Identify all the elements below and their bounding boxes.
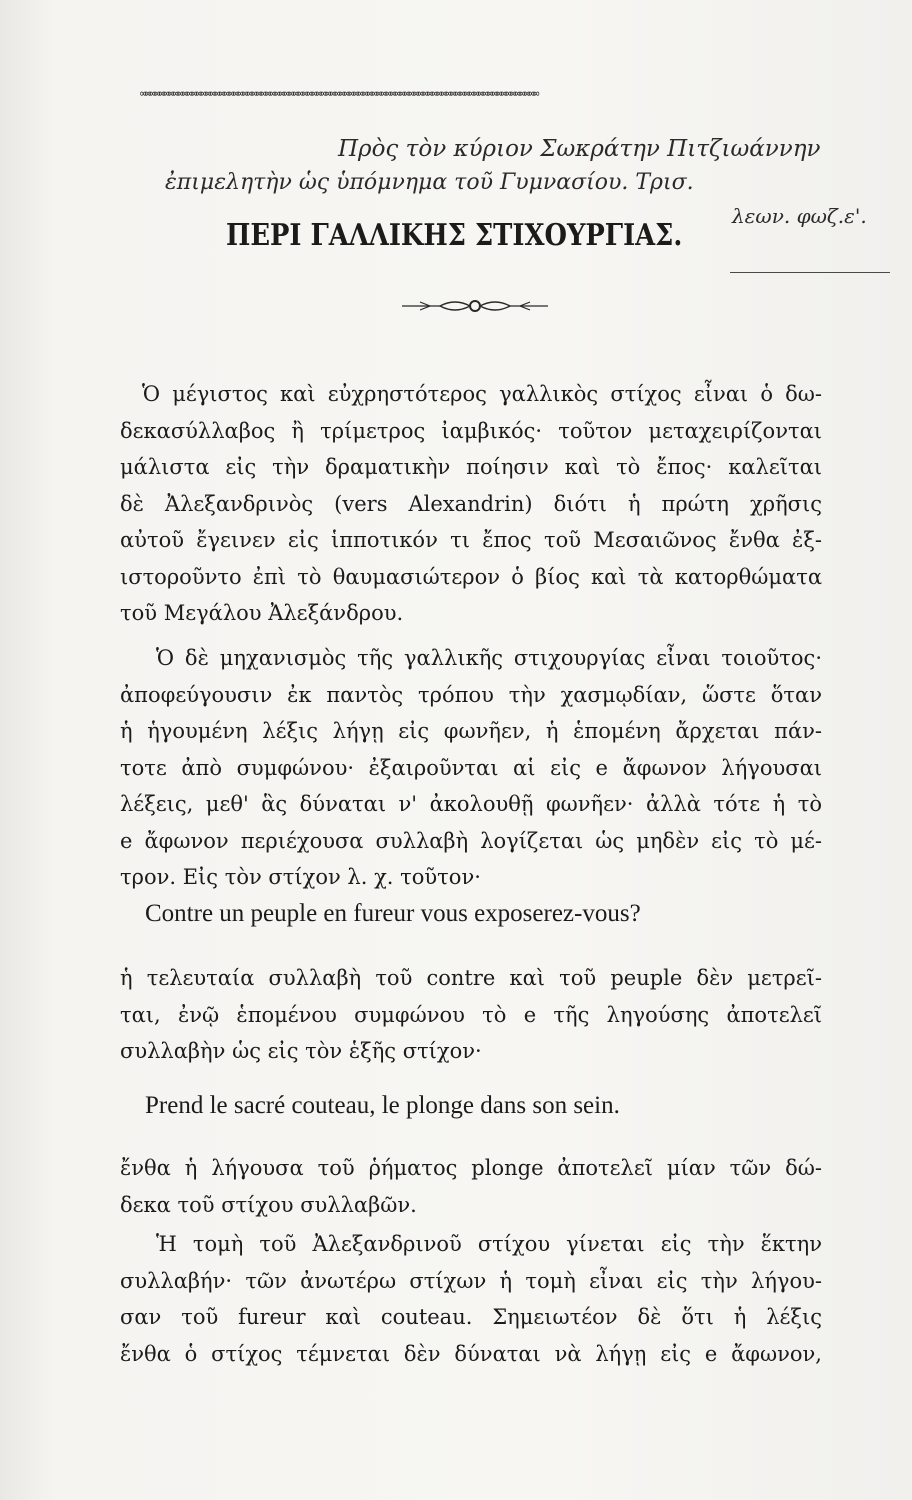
paragraph-1 — [120, 376, 822, 632]
french-verse-1: Contre un peuple en fureur vous exposerez-vous? — [145, 900, 641, 927]
ornamental-top-rule: ∞∞∞∞∞∞∞∞∞∞∞∞∞∞∞∞∞∞∞∞∞∞∞∞∞∞∞∞∞∞∞∞∞∞∞∞∞∞∞∞∞∞∞∞∞∞∞∞∞∞∞∞∞∞∞∞∞∞∞∞∞∞∞∞∞∞∞∞∞∞∞∞∞∞∞∞∞∞∞∞∞∞∞∞∞∞ — [140, 88, 538, 100]
paragraph-5-line-1: Ἡ τομὴ τοῦ Ἀλεξανδρινοῦ στίχου γίνεται εἰς τὴν ἕκτην — [156, 1232, 822, 1256]
paragraph-1-line-4: δὲ Ἀλεξανδρινὸς (vers Alexandrin) διότι ἡ πρώτη χρῆσις — [120, 491, 822, 516]
paragraph-2-line-2: ἀποφεύγουσιν ἐκ παντὸς τρόπου τὴν χασμῳδίαν, ὥστε ὅταν — [120, 682, 822, 707]
paragraph-1-line-2: δεκασύλλαβος ἢ τρίμετρος ἰαμβικός· τοῦτον μεταχειρίζονται — [120, 418, 822, 443]
handwritten-dedication-line-2: ἐπιμελητὴν ὡς ὑπόμνημα τοῦ Γυμνασίου. Τρισ. — [165, 170, 694, 195]
paragraph-4-line-1: ἔνθα ἡ λήγουσα τοῦ ῥήματος plonge ἀποτελεῖ μίαν τῶν δώ- — [120, 1156, 822, 1180]
handwritten-dedication-line-3: λεων. φωζ.ε'. — [732, 204, 867, 228]
paragraph-5 — [120, 1226, 822, 1372]
paragraph-2-line-1: Ὁ δὲ μηχανισμὸς τῆς γαλλικῆς στιχουργίας εἶναι τοιοῦτος· — [156, 646, 822, 670]
paragraph-2-line-7: τρον. Εἰς τὸν στίχον λ. χ. τοῦτον· — [120, 865, 481, 889]
paragraph-2-line-6: e ἄφωνον περιέχουσα συλλαβὴ λογίζεται ὡς μηδὲν εἰς τὸ μέ- — [120, 828, 822, 853]
paragraph-3 — [120, 960, 822, 1070]
paragraph-5-line-3: σαν τοῦ fureur καὶ couteau. Σημειωτέον δὲ ὅτι ἡ λέξις — [120, 1305, 822, 1329]
paragraph-5-line-2: συλλαβήν· τῶν ἀνωτέρω στίχων ἡ τομὴ εἶναι εἰς τὴν λήγου- — [120, 1268, 822, 1293]
paragraph-1-line-6: ιστοροῦντο ἐπὶ τὸ θαυμασιώτερον ὁ βίος καὶ τὰ κατορθώματα — [120, 564, 822, 589]
ornament-divider-icon — [400, 298, 550, 314]
paragraph-1-line-3: μάλιστα εἰς τὴν δραματικὴν ποίησιν καὶ τὸ ἔπος· καλεῖται — [120, 455, 822, 479]
handwritten-dedication-line-1: Πρὸς τὸν κύριον Σωκράτην Πιτζιωάννην — [338, 136, 821, 162]
paragraph-1-line-1: Ὁ μέγιστος καὶ εὐχρηστότερος γαλλικὸς στίχος εἶναι ὁ δω- — [142, 382, 822, 406]
paragraph-3-line-3: συλλαβὴν ὡς εἰς τὸν ἑξῆς στίχον· — [120, 1039, 482, 1063]
handwritten-underline — [730, 272, 890, 273]
paragraph-1-line-7: τοῦ Μεγάλου Ἀλεξάνδρου. — [120, 601, 404, 625]
paragraph-4 — [120, 1150, 822, 1223]
paragraph-2 — [120, 640, 822, 896]
page-title: ΠΕΡΙ ΓΑΛΛΙΚΗΣ ΣΤΙΧΟΥΡΓΙΑΣ. — [226, 218, 683, 253]
paragraph-3-line-1: ἡ τελευταία συλλαβὴ τοῦ contre καὶ τοῦ peuple δὲν μετρεῖ- — [120, 966, 822, 990]
paragraph-2-line-3: ἡ ἡγουμένη λέξις λήγῃ εἰς φωνῆεν, ἡ ἑπομένη ἄρχεται πάν- — [120, 719, 822, 743]
paragraph-3-line-2: ται, ἐνῷ ἑπομένου συμφώνου τὸ e τῆς ληγούσης ἀποτελεῖ — [120, 1002, 822, 1027]
paragraph-5-line-4: ἔνθα ὁ στίχος τέμνεται δὲν δύναται νὰ λήγῃ εἰς e ἄφωνον, — [120, 1341, 822, 1366]
paragraph-2-line-5: λέξεις, μεθ' ἃς δύναται ν' ἀκολουθῇ φωνῆεν· ἀλλὰ τότε ἡ τὸ — [120, 792, 822, 816]
paragraph-2-line-4: τοτε ἀπὸ συμφώνου· ἐξαιροῦνται αἱ εἰς e ἄφωνον λήγουσαι — [120, 755, 822, 780]
paragraph-1-line-5: αὐτοῦ ἔγεινεν εἰς ἱπποτικόν τι ἔπος τοῦ Μεσαιῶνος ἔνθα ἐξ- — [120, 528, 822, 552]
french-verse-2: Prend le sacré couteau, le plonge dans son sein. — [145, 1092, 620, 1119]
paragraph-4-line-2: δεκα τοῦ στίχου συλλαβῶν. — [120, 1192, 417, 1217]
